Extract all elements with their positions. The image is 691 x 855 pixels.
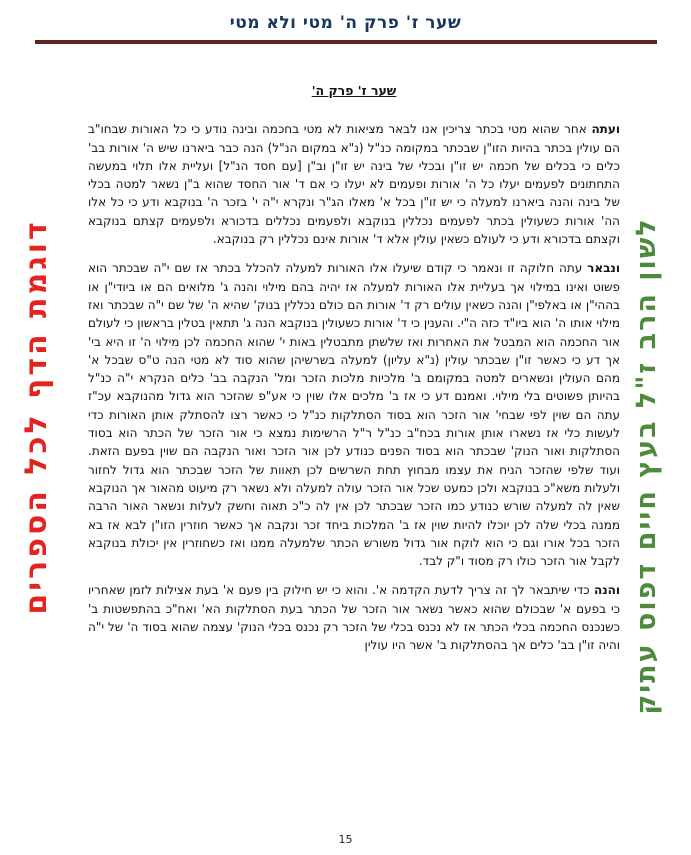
paragraph-lead: והנה [593, 583, 620, 598]
paragraph-lead: ונבאר [587, 261, 620, 276]
body-text-column [88, 82, 620, 666]
paragraph-text: כדי שיתבאר לך זה צריך לדעת הקדמה א'. והוא כי יש חילוק בין פעם א' בעת אצילות לזמן שאחריו כי בפעם א' שבכולם שהוא כאשר נשאר אור הזכר של הכתר בעת הסתלקות הא' ואח"כ בהתפשטות ב' כשנכנס החכמה בכלי הכתר אז לא נכנס בכלי של הזכר רק נכנס בכלי הנוק' עצמה שהוא בסוד ה' של י"ה והיה זו"ן בב' כלים אך בהסתלקות ב' אשר היו עולין [88, 583, 620, 653]
section-heading: שער ז' פרק ה' [311, 83, 397, 98]
paragraph [88, 259, 620, 570]
paragraph-lead: ועתה [591, 122, 620, 137]
running-header-title: שער ז' פרק ה' מטי ולא מטי [229, 13, 462, 33]
header-rule [35, 40, 657, 44]
right-margin-note: לשון הרב ז"ל בעץ חיים דפוס עתיק [631, 217, 662, 715]
paragraph-text: אחר שהוא מטי בכתר צריכין אנו לבאר מציאות לא מטי בחכמה ובינה נודע כי כל האורות שבחו"ב הם עולין בכתר בהיות הזו"ן שבכתר במקומה כנ"ל (נ"א במקום הנ"ל) הנה כבר ביארנו שיש ה' אורות בב' כלים כי בכלים של חכמה יש זו"ן ובכלי של בינה יש זו"ן וב"ן [עם חסד הנ"ל] ועליית אלו תלוי במעשה התחתונים לפעמים יעלו כל ה' אורות ופעמים לא יעלו כי אם ד' אור החסד שהוא ב"ן נשאר למטה בכלי של בינה והנה ביארנו למעלה כי יש זו"ן בכל א' מאלו הג"ר ונקרא י"ה י' בזכר ה' בנוקבא ודע כי כל אלו הה' אורות כשעולין בכתר לפעמים נכללין בנוקבא ולפעמים נכללים בדכורא ולפעמים קצתם בנוקבא וקצתם בדכורא ודע כי לעולם כשאין עולין אלא ד' אורות אינם נכללין רק בנוקבא. [88, 122, 620, 247]
paragraph-text: עתה חלוקה זו ונאמר כי קודם שיעלו אלו האורות למעלה להכלל בכתר אז שם י"ה שבכתר הוא פשוט ואינו במילוי אך בעליית אלו האורות למעלה אז יהיה בהם מילוי והנה ג' מלואים הם או ביודי"ן או בההי"ן או באלפי"ן והנה כשאין עולים רק ד' אורות הם כולם נכללין בנוק' שהיא ה' של שם י"ה שבכתר ואז מילוי אותו ה' הוא ביו"ד כזה ה"י. והענין כי ד' אורות כשעולין בנוקבא הנה ג' תתאין בטלין בראשון כי לעולם אור החכמה הוא המבטל את האחרות ואז שלשתן מתבטלין באות י' שהוא החכמה לכן מילוי ה' זו היא בי' אך דע כי כאשר זו"ן שבכתר עולין (נ"א עליון) למעלה בשרשיהן שהוא סוד לא מטי הנה ט"ס שבכל א' מהם העולין ונשארים למטה במקומם ב' מלכיות מלכות הזכר ומל' הנקבה בב' כלים הנקרא י"ה כנ"ל בהיותן פשוטים בלי מילוי. ואמנם דע כי אז ב' מלכים אלו שוין כי אע"פ שהזכר הוא גדול מהנוקבא עכ"ז עתה הם שוין לפי שבחי' אור הזכר הוא בסוד הסתלקות כנ"ל כי כאשר רצו להסתלק אותן האורות כדי לעשות כלי אז נשארו אותן אורות בכח"ב כנ"ל ר"ל הרשימות נמצא כי אור הזכר של הכתר הוא בסוד הסתלקות ואור הנוק' שבכתר הוא בסוד הפנים כנודע לכן אור הזכר ואור הנקבה הם שוין בפעם הזאת. ועוד שלפי שהזכר הניח את עצמו מבחוץ תחת השרשים לכן תאוות של הזכר שבכתר הוא גדול לחזור ולעלות משא"כ בנוקבא ולכן כמעט שכל אור הזכר עולה למעלה ולא נשאר רק מיעוט מהאור אך הנוקבא שאין לה למעלה שורש כנודע כמו הזכר שבכתר לכן אין לה כ"כ תאוה וחשק לעלות ונשאר האור הרבה ממנה בכלי שלה לכן יוכלו להיות שוין אז ב' המלכות ביחד זכר ונקבה אך כאשר חוזרין הזו"ן לבא אז בא הזכר בכל אורו וגם כי הוא לוקח אור גדול משורש הכתר שלמעלה ממנו ואז כשחוזרין אין יכולת בנוקבא לקבל אור הזכר כולו רק מסוד ו"ק לבד. [88, 261, 620, 569]
paragraph [88, 581, 620, 654]
left-margin-note: דוגמת הדף לכל הספרים [19, 219, 54, 615]
page-number: 15 [338, 833, 353, 846]
paragraph [88, 120, 620, 248]
